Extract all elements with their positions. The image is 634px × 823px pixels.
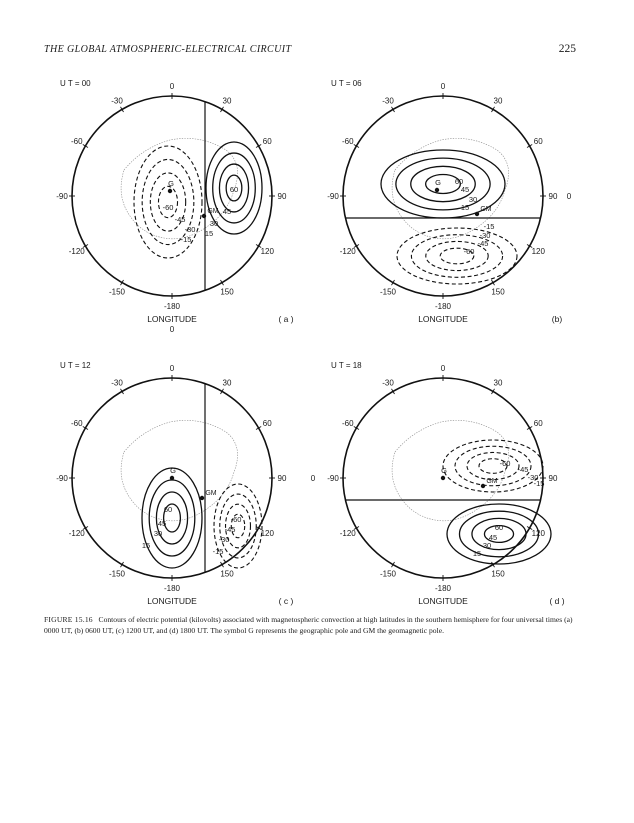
longitude-tick-label: -120 — [68, 529, 85, 538]
geographic-pole-dot — [170, 476, 174, 480]
positive-contour — [411, 166, 475, 201]
contour-label-positive: 45 — [460, 185, 470, 194]
longitude-tick-label: -30 — [111, 378, 123, 388]
geographic-pole-dot — [441, 476, 445, 480]
contour-label-negative: -30 — [479, 231, 491, 240]
longitude-tick-label: -60 — [341, 419, 354, 428]
positive-contour — [142, 468, 202, 568]
panel-letter: ( a ) — [278, 314, 294, 324]
geomagnetic-pole-label: GM — [486, 478, 498, 485]
longitude-tick-label: 60 — [262, 137, 272, 146]
longitude-tick-label: -150 — [379, 569, 397, 579]
panel-letter: ( c ) — [278, 596, 294, 606]
longitude-tick-label: 120 — [531, 529, 545, 538]
contour-label-negative: -45 — [224, 525, 236, 534]
geographic-pole-dot — [168, 189, 172, 193]
longitude-axis-title: LONGITUDE — [147, 596, 197, 606]
geographic-pole-label: G — [168, 179, 174, 188]
geomagnetic-pole-dot — [475, 212, 479, 216]
contour-label-positive: 60 — [494, 523, 504, 532]
ut-label: U T = 06 — [331, 79, 362, 88]
longitude-tick-label: 90 — [548, 192, 558, 201]
longitude-tick-label: 0 — [440, 82, 446, 91]
page-header — [0, 0, 634, 70]
contour-label-positive: 15 — [472, 549, 482, 558]
contour-label-positive: 60 — [454, 177, 464, 186]
geomagnetic-pole-label: GM — [207, 208, 219, 215]
geomagnetic-pole-label: GM — [480, 206, 492, 213]
ut-label: U T = 18 — [331, 361, 362, 370]
longitude-tick-label: -120 — [339, 529, 356, 538]
longitude-tick-label: -60 — [341, 137, 354, 146]
longitude-tick-label: 0 — [169, 82, 175, 91]
longitude-axis-title: LONGITUDE — [418, 314, 468, 324]
contour-label-positive: 30 — [468, 195, 478, 204]
contour-label-negative: -60 — [463, 247, 475, 256]
longitude-tick-label: 120 — [260, 529, 274, 538]
contour-label-negative: -60 — [162, 203, 174, 212]
contour-label-negative: -45 — [477, 239, 489, 248]
longitude-tick-label: -120 — [68, 247, 85, 256]
geomagnetic-pole-dot — [202, 214, 206, 218]
coastline — [121, 420, 237, 520]
longitude-tick-label: 90 — [277, 192, 287, 201]
edge-zero-label: 0 — [169, 325, 175, 334]
contour-label-negative: -30 — [218, 535, 230, 544]
panel-d — [311, 361, 565, 606]
caption-text: Contours of electric potential (kilovolts) associated with magnetospheric convection at high latitudes in the southern hemisphere for four universal times (a) 0000 UT, (b) 0600 UT, (c) 1200 UT, and (d) 1800 UT. The symbol G represents the geographic pole and GM the geomagnetic pole. — [44, 615, 573, 635]
contour-label-positive: 15 — [141, 541, 151, 550]
page-number: 225 — [558, 43, 576, 55]
longitude-tick-label: -150 — [108, 287, 126, 297]
ut-label: U T = 12 — [60, 361, 91, 370]
longitude-tick-label: 30 — [493, 378, 503, 388]
panel-letter: (b) — [551, 314, 563, 324]
longitude-tick-label: 150 — [220, 287, 234, 297]
longitude-tick-label: 30 — [222, 96, 232, 106]
longitude-tick-label: -60 — [70, 137, 83, 146]
longitude-tick-label: 150 — [491, 569, 505, 579]
contour-label-positive: 15 — [204, 229, 214, 238]
longitude-tick-label: 120 — [260, 247, 274, 256]
longitude-tick-label: -180 — [163, 302, 181, 311]
longitude-tick-label: 0 — [440, 364, 446, 373]
longitude-tick-label: -150 — [108, 569, 126, 579]
edge-zero-label: 0 — [310, 474, 316, 483]
contour-label-negative: -45 — [174, 215, 186, 224]
geographic-pole-label: G — [170, 466, 176, 475]
polar-plot-boundary — [72, 96, 272, 296]
longitude-tick-label: -180 — [434, 302, 452, 311]
contour-label-negative: -60 — [499, 459, 511, 468]
negative-contour — [467, 452, 519, 479]
panel-letter: ( d ) — [549, 596, 565, 606]
longitude-tick-label: 90 — [277, 474, 287, 483]
polar-plot-boundary — [343, 96, 543, 296]
longitude-tick-label: -180 — [434, 584, 452, 593]
geomagnetic-pole-dot — [481, 484, 485, 488]
longitude-tick-label: -90 — [56, 474, 68, 483]
contour-label-negative: -15 — [533, 479, 545, 488]
contour-label-positive: 60 — [229, 185, 239, 194]
contour-label-negative: -30 — [184, 225, 196, 234]
longitude-tick-label: 150 — [491, 287, 505, 297]
contour-label-positive: 30 — [153, 529, 163, 538]
panel-b — [327, 79, 572, 324]
contour-label-negative: -15 — [180, 235, 192, 244]
longitude-tick-label: 90 — [548, 474, 558, 483]
coastline — [392, 420, 508, 520]
contour-figure — [0, 70, 634, 610]
contour-label-positive: 30 — [482, 541, 492, 550]
negative-contour — [134, 146, 202, 258]
caption-label: FIGURE 15.16 — [44, 615, 93, 624]
geographic-pole-label: G — [435, 178, 441, 187]
longitude-tick-label: 60 — [533, 137, 543, 146]
longitude-axis-title: LONGITUDE — [418, 596, 468, 606]
negative-contour — [411, 235, 502, 278]
longitude-tick-label: -60 — [70, 419, 83, 428]
longitude-tick-label: 60 — [262, 419, 272, 428]
figure-caption — [44, 614, 582, 636]
running-title: THE GLOBAL ATMOSPHERIC-ELECTRICAL CIRCUIT — [44, 44, 292, 55]
longitude-tick-label: -30 — [382, 378, 394, 388]
contour-label-negative: -15 — [483, 222, 495, 231]
longitude-tick-label: 150 — [220, 569, 234, 579]
longitude-tick-label: 60 — [533, 419, 543, 428]
contour-label-positive: 30 — [209, 219, 219, 228]
longitude-tick-label: -180 — [163, 584, 181, 593]
longitude-tick-label: -90 — [56, 192, 68, 201]
longitude-tick-label: -150 — [379, 287, 397, 297]
edge-zero-label: 0 — [566, 192, 572, 201]
panel-c — [56, 361, 293, 606]
contour-label-positive: 60 — [163, 505, 173, 514]
contour-label-positive: 45 — [157, 519, 167, 528]
longitude-axis-title: LONGITUDE — [147, 314, 197, 324]
contour-label-positive: 45 — [488, 533, 498, 542]
longitude-tick-label: 120 — [531, 247, 545, 256]
negative-contour — [397, 228, 517, 284]
figure-15-16 — [0, 70, 634, 610]
geographic-pole-label: G — [441, 466, 447, 475]
longitude-tick-label: 0 — [169, 364, 175, 373]
longitude-tick-label: 30 — [493, 96, 503, 106]
longitude-tick-label: -90 — [327, 474, 339, 483]
contour-label-negative: -30 — [527, 473, 539, 482]
contour-label-negative: -60 — [230, 515, 242, 524]
longitude-tick-label: -120 — [339, 247, 356, 256]
contour-label-negative: -45 — [517, 465, 529, 474]
contour-label-positive: 15 — [460, 203, 470, 212]
longitude-tick-label: -30 — [111, 96, 123, 106]
panel-a — [56, 79, 293, 334]
geomagnetic-pole-label: GM — [205, 490, 217, 497]
contour-label-negative: -15 — [212, 547, 224, 556]
longitude-tick-label: -90 — [327, 192, 339, 201]
geomagnetic-pole-dot — [200, 496, 204, 500]
geographic-pole-dot — [435, 188, 439, 192]
longitude-tick-label: -30 — [382, 96, 394, 106]
contour-label-positive: 45 — [222, 207, 232, 216]
ut-label: U T = 00 — [60, 79, 91, 88]
longitude-tick-label: 30 — [222, 378, 232, 388]
